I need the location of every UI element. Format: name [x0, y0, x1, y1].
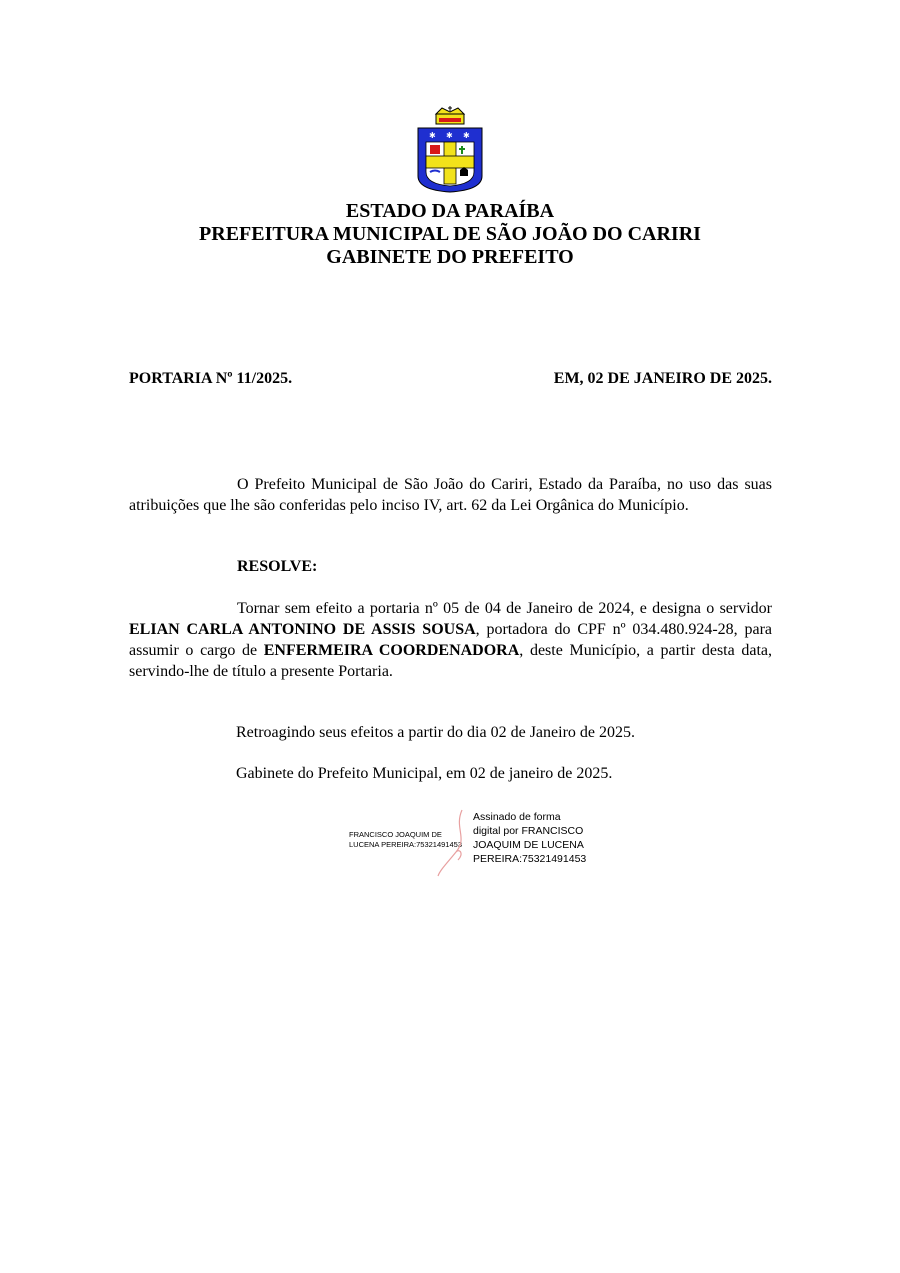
digital-signature	[346, 808, 606, 878]
svg-text:✱: ✱	[446, 131, 453, 140]
municipal-coat-of-arms	[412, 106, 488, 194]
signature-mark-icon	[434, 808, 474, 878]
stamp-line-1: Assinado de forma	[473, 811, 561, 823]
signer-line-2: LUCENA PEREIRA:75321491453	[349, 840, 462, 849]
office-title: GABINETE DO PREFEITO	[326, 246, 574, 268]
intro-paragraph: O Prefeito Municipal de São João do Cariri, Estado da Paraíba, no uso das suas atribuições que lhe são conferidas pelo inciso IV, art. 62 da Lei Orgânica do Município.	[129, 476, 772, 514]
closing-paragraph: Gabinete do Prefeito Municipal, em 02 de janeiro de 2025.	[236, 765, 613, 782]
ordinance-date: EM, 02 DE JANEIRO DE 2025.	[553, 370, 772, 387]
state-title: ESTADO DA PARAÍBA	[345, 200, 555, 222]
resolve-heading: RESOLVE:	[237, 558, 318, 575]
svg-text:✱: ✱	[429, 131, 436, 140]
servant-name: ELIAN CARLA ANTONINO DE ASSIS SOUSA	[129, 621, 476, 638]
role-name: ENFERMEIRA COORDENADORA	[263, 642, 520, 659]
svg-text:✱: ✱	[463, 131, 470, 140]
retroact-paragraph: Retroagindo seus efeitos a partir do dia 02 de Janeiro de 2025.	[236, 724, 635, 741]
ordinance-heading	[129, 370, 772, 390]
stamp-line-2: digital por FRANCISCO	[473, 825, 584, 837]
stamp-line-3: JOAQUIM DE LUCENA	[473, 839, 584, 851]
signer-line-1: FRANCISCO JOAQUIM DE	[349, 830, 442, 839]
municipality-title: PREFEITURA MUNICIPAL DE SÃO JOÃO DO CARIRI	[199, 223, 701, 245]
signature-stamp-text	[473, 810, 586, 866]
decision-text-2: , portadora do CPF nº 034.480.924-28, para assumir o cargo de	[129, 621, 772, 659]
ordinance-number: PORTARIA Nº 11/2025.	[129, 370, 293, 387]
decision-paragraph	[129, 598, 772, 682]
decision-text-1: Tornar sem efeito a portaria nº 05 de 04 de Janeiro de 2024, e designa o servidor	[237, 600, 772, 617]
stamp-line-4: PEREIRA:75321491453	[473, 853, 587, 865]
document-header	[0, 200, 900, 269]
decision-text-3: , deste Município, a partir desta data, servindo-lhe de título a presente Portaria.	[129, 642, 773, 680]
